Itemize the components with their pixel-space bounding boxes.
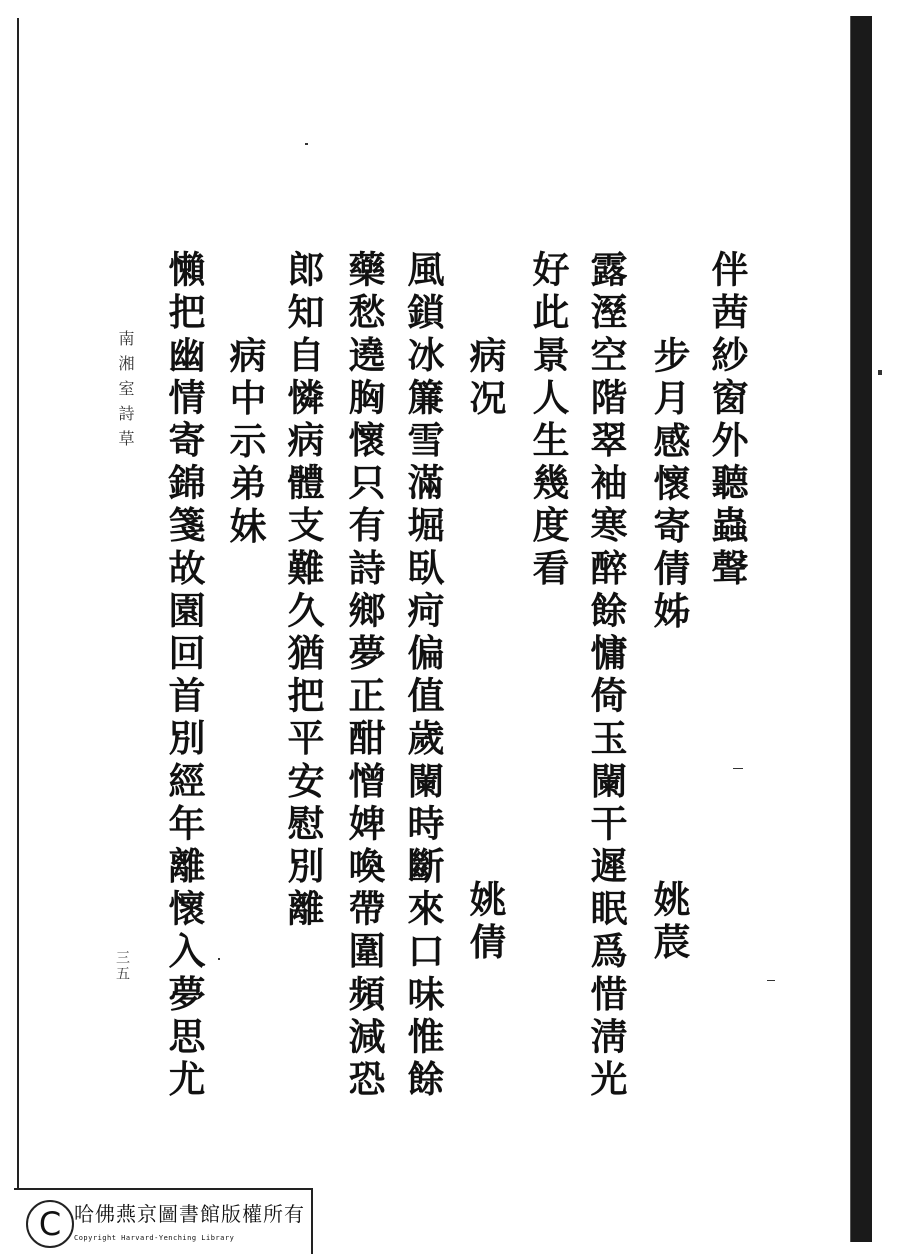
scan-speck — [767, 980, 775, 981]
poem-line-3: 好此景人生幾度看 — [526, 250, 570, 591]
copyright-cjk-text: 哈佛燕京圖書館版權所有 — [74, 1202, 305, 1226]
scan-speck — [878, 370, 882, 375]
scan-speck — [733, 768, 743, 769]
poem-line-7: 懶把幽情寄錦箋故園回首別經年離懷入夢思尤 — [162, 250, 206, 1102]
poem-title-2: 病况 — [463, 336, 507, 422]
poem-author-2: 姚倩 — [463, 880, 507, 966]
folio-number: 三五 — [114, 950, 130, 982]
poem-author-1: 姚莀 — [647, 880, 691, 966]
copyright-icon: C — [26, 1200, 74, 1248]
poem-line-5: 藥愁遶胸懷只有詩鄉夢正酣憎婢喚帶圍頻減恐 — [342, 250, 386, 1102]
copyright-english-text: Copyright Harvard-Yenching Library — [74, 1234, 235, 1242]
poem-line-6: 郎知自憐病體支難久猶把平安慰別離 — [281, 250, 325, 932]
running-title: 南湘室詩草 — [116, 330, 135, 455]
left-border-rule — [17, 18, 19, 1188]
page-edge-shadow — [850, 16, 872, 1242]
scan-speck — [305, 143, 308, 145]
copyright-stamp — [14, 1188, 313, 1254]
poem-line-4: 風鎖冰簾雪滿堀臥疴偏值歲闌時斷來口味惟餘 — [401, 250, 445, 1102]
poem-title-3: 病中示弟妹 — [223, 336, 267, 549]
scan-speck — [218, 958, 220, 960]
poem-title-1: 步月感懷寄倩姊 — [647, 336, 691, 635]
poem-line-1: 伴茜紗窗外聽蟲聲 — [705, 250, 749, 591]
poem-line-2: 露溼空階翠袖寒醉餘慵倚玉闌干遲眠爲惜淸光 — [584, 250, 628, 1102]
